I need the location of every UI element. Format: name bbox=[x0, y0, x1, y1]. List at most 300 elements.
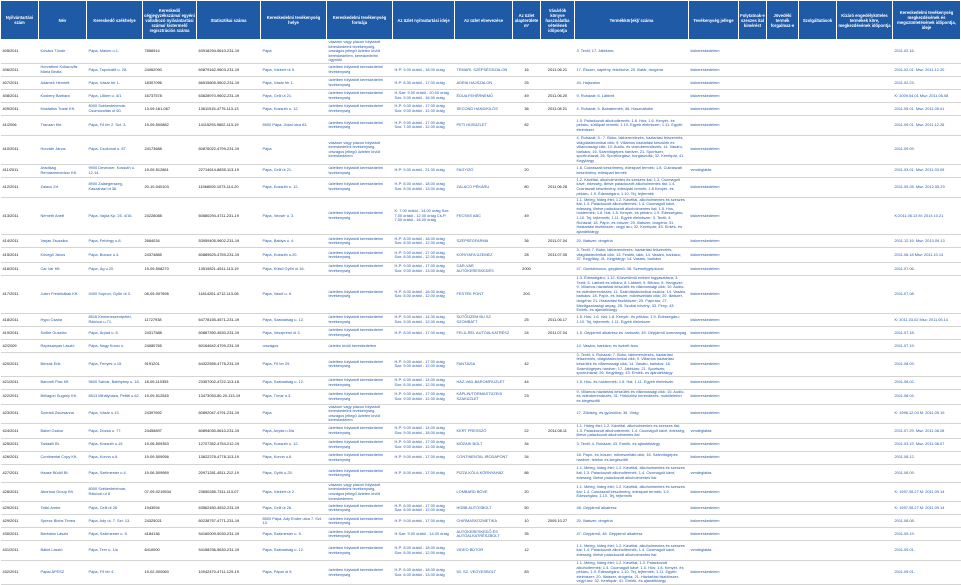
table-cell[interactable] bbox=[767, 423, 799, 438]
table-cell[interactable] bbox=[739, 464, 767, 482]
table-cell[interactable]: 54160009-5030-231-19 bbox=[197, 528, 261, 541]
column-header[interactable]: Kereskedelmi tevékenység formája bbox=[327, 1, 393, 40]
table-cell[interactable]: 2011.09.01. bbox=[893, 541, 961, 561]
table-cell[interactable]: 421/2011 bbox=[1, 376, 39, 389]
table-cell[interactable]: H-P: 6.00 órától - 18.00 óráig Szo: 6.00 órától - 13.00 óráig bbox=[393, 561, 455, 585]
table-cell[interactable] bbox=[837, 326, 893, 339]
table-cell[interactable] bbox=[837, 235, 893, 248]
table-cell[interactable]: Pápa, Ág u.20. bbox=[87, 263, 143, 276]
table-row[interactable] bbox=[1, 376, 961, 389]
table-cell[interactable]: 24080765 bbox=[143, 339, 197, 352]
table-cell[interactable]: Pápa, Győri u.25. bbox=[261, 464, 327, 482]
table-cell[interactable]: 4184136 bbox=[143, 528, 197, 541]
table-cell[interactable]: 431/2011 bbox=[1, 541, 39, 561]
table-cell[interactable]: 63562450-4532-231-19 bbox=[197, 502, 261, 515]
table-cell[interactable]: Pápa, Celli út 26. bbox=[261, 502, 327, 515]
table-cell[interactable]: 1.1. Meleg, hideg étel; 1.2. Kávéital; 1.3. Palackozott alkoholtermék; 1.4. Csomagolt kávé; 1.5. Hús; 1.8. Kenyér- és pékáru; 1.9. Édességáru; 1.10. Tej, tejtermék; 1.11. Egyéb élelmiszer; 20. Illatszer, drogéria; 21. Háztartási tisztítószer, vegyi áru; 32. Kerékpár; 41. Emlék- és ajándéktárgy bbox=[575, 561, 689, 585]
table-cell[interactable]: Pápa, Dózsa u. 77. bbox=[87, 423, 143, 438]
table-cell[interactable]: 2011.08.09. bbox=[893, 352, 961, 376]
table-cell[interactable] bbox=[739, 541, 767, 561]
table-cell[interactable]: 14115293-9602-113-19 bbox=[197, 115, 261, 135]
table-cell[interactable] bbox=[837, 135, 893, 164]
table-cell[interactable] bbox=[739, 438, 767, 451]
table-cell[interactable]: Pápa, Kossuth u. 12. bbox=[261, 177, 327, 197]
table-row[interactable] bbox=[1, 438, 961, 451]
table-cell[interactable]: kiskereskedelem bbox=[689, 177, 739, 197]
table-cell[interactable]: 64778155-4571-231-19 bbox=[197, 313, 261, 326]
table-cell[interactable] bbox=[767, 115, 799, 135]
table-cell[interactable]: Szőke Gusztáv bbox=[39, 326, 87, 339]
table-row[interactable] bbox=[1, 389, 961, 404]
table-cell[interactable]: K: 7.00 órától - 14.00 óráig Sze: 7.00 órától - 12.00 óráig Cs-P: 7.00 órától - 16.00 óráig bbox=[393, 197, 455, 235]
table-cell[interactable]: LOMBARD BÖVE bbox=[455, 482, 513, 501]
table-cell[interactable]: Tekki Ambe bbox=[39, 502, 87, 515]
table-cell[interactable]: 2011.07.29. Msz: 2011.08.28 bbox=[893, 423, 961, 438]
table-cell[interactable]: Adamek Henriett bbox=[39, 76, 87, 89]
table-cell[interactable]: üzletben folytatott kereskedelmi tevékenység bbox=[327, 515, 393, 528]
table-cell[interactable]: 24317588 bbox=[143, 326, 197, 339]
table-cell[interactable]: 18307096 bbox=[143, 76, 197, 89]
table-cell[interactable]: 22714614-8835-113-19 bbox=[197, 164, 261, 177]
table-cell[interactable]: 414/2011 bbox=[1, 235, 39, 248]
table-cell[interactable]: 20 bbox=[513, 482, 541, 501]
table-cell[interactable]: 408/2011 bbox=[1, 89, 39, 102]
table-cell[interactable]: 3. Textil; 17. Játékáru; bbox=[575, 40, 689, 64]
table-cell[interactable]: 2011.07.08. bbox=[893, 276, 961, 314]
table-cell[interactable]: 2011.09.19. bbox=[893, 528, 961, 541]
table-cell[interactable]: Pápa, Árpád u. 6. bbox=[87, 326, 143, 339]
table-cell[interactable]: 24228088 bbox=[143, 197, 197, 235]
table-cell[interactable] bbox=[799, 339, 837, 352]
table-row[interactable] bbox=[1, 40, 961, 64]
table-row[interactable] bbox=[1, 482, 961, 501]
table-cell[interactable] bbox=[541, 451, 575, 464]
table-cell[interactable] bbox=[767, 326, 799, 339]
table-cell[interactable] bbox=[739, 482, 767, 501]
table-cell[interactable] bbox=[513, 404, 541, 423]
table-cell[interactable]: 2011.07.19. bbox=[893, 339, 961, 352]
table-cell[interactable]: 425/2011 bbox=[1, 438, 39, 451]
table-cell[interactable] bbox=[799, 235, 837, 248]
table-cell[interactable]: 2011.08.12. bbox=[893, 451, 961, 464]
table-cell[interactable]: kiskereskedelem bbox=[689, 135, 739, 164]
table-cell[interactable]: 419/2011 bbox=[1, 326, 39, 339]
table-cell[interactable]: Pápa, Vecsér u. 3. bbox=[261, 197, 327, 235]
table-cell[interactable]: kiskereskedelem bbox=[689, 515, 739, 528]
table-cell[interactable]: 409/2011 bbox=[1, 102, 39, 115]
table-cell[interactable]: Pápa, Nagy Kuruc u. bbox=[87, 339, 143, 352]
table-cell[interactable] bbox=[767, 482, 799, 501]
table-cell[interactable]: 10 bbox=[513, 515, 541, 528]
table-cell[interactable]: 420/2011 bbox=[1, 352, 39, 376]
table-cell[interactable] bbox=[799, 326, 837, 339]
table-cell[interactable]: kiskereskedelem bbox=[689, 76, 739, 89]
table-cell[interactable] bbox=[739, 263, 767, 276]
table-cell[interactable]: 2011.07.18. bbox=[893, 326, 961, 339]
table-cell[interactable]: 18-09-110353 bbox=[143, 376, 197, 389]
table-cell[interactable]: H-P: 9.00 órától - 17.00 óráig Szo: 9.00 órától - 12.00 óráig bbox=[393, 389, 455, 404]
table-row[interactable] bbox=[1, 76, 961, 89]
table-cell[interactable]: 2011.06.21 bbox=[541, 63, 575, 76]
table-cell[interactable]: üzletben folytatott kereskedelmi tevékenység bbox=[327, 164, 393, 177]
table-cell[interactable]: 64322555-4776-231-19 bbox=[197, 352, 261, 376]
table-cell[interactable]: 2011.09.01. bbox=[893, 561, 961, 585]
table-cell[interactable] bbox=[799, 102, 837, 115]
table-row[interactable] bbox=[1, 339, 961, 352]
table-cell[interactable]: vásáron vagy piacon folytatott kereskedelmi tevékenység, országos jellegű üzleten kívüli kereskedelem bbox=[327, 135, 393, 164]
table-cell[interactable]: Pápa, Malom u.1. bbox=[87, 40, 143, 64]
table-cell[interactable] bbox=[739, 404, 767, 423]
table-cell[interactable] bbox=[799, 438, 837, 451]
table-row[interactable] bbox=[1, 515, 961, 528]
table-cell[interactable] bbox=[837, 515, 893, 528]
table-cell[interactable]: 36 bbox=[513, 235, 541, 248]
table-cell[interactable]: 34 bbox=[513, 438, 541, 451]
table-cell[interactable]: 8500 Pápa, Ady Endre utca 7. Szt. 13. bbox=[261, 515, 327, 528]
table-row[interactable] bbox=[1, 423, 961, 438]
table-cell[interactable]: 9191201 bbox=[143, 352, 197, 376]
table-cell[interactable]: SECOND HAND/KILÓS bbox=[455, 102, 513, 115]
table-cell[interactable]: H-P: 9.00 órától - 17.00 óráig Szo: 9.00 órától - 12.00 óráig bbox=[393, 102, 455, 115]
table-cell[interactable] bbox=[837, 76, 893, 89]
table-cell[interactable]: 47. Gépjármű; 48. Gépjármű alkatrész bbox=[575, 528, 689, 541]
table-cell[interactable]: 405/2011 bbox=[1, 40, 39, 64]
table-cell[interactable]: H-P: 9.00 órától - 17.00 óráig Szo: 8.00 órától - 12.00 óráig bbox=[393, 248, 455, 263]
table-cell[interactable] bbox=[739, 339, 767, 352]
table-cell[interactable] bbox=[767, 528, 799, 541]
table-cell[interactable] bbox=[739, 76, 767, 89]
table-cell[interactable]: üzletben folytatott kereskedelmi tevékenység bbox=[327, 326, 393, 339]
table-cell[interactable]: 1.5. Hús- és hústermék; 1.6. Hal; 1.11. Egyéb élelmiszer bbox=[575, 376, 689, 389]
table-cell[interactable]: 20 bbox=[513, 164, 541, 177]
table-cell[interactable]: Pápa, Szabadság u. 12. bbox=[261, 376, 327, 389]
table-cell[interactable] bbox=[393, 482, 455, 501]
table-cell[interactable] bbox=[799, 502, 837, 515]
table-cell[interactable] bbox=[541, 389, 575, 404]
column-header[interactable]: Az üzlet nyitvatartási ideje bbox=[393, 1, 455, 40]
table-cell[interactable]: üzletben folytatott kereskedelmi tevékenység bbox=[327, 263, 393, 276]
table-cell[interactable]: üzletben folytatott kereskedelmi tevékenység bbox=[327, 423, 393, 438]
table-row[interactable] bbox=[1, 89, 961, 102]
table-cell[interactable] bbox=[799, 464, 837, 482]
table-cell[interactable]: üzletben folytatott kereskedelmi tevékenység bbox=[327, 235, 393, 248]
table-cell[interactable]: vendéglátás bbox=[689, 423, 739, 438]
table-cell[interactable]: 20-10-040103 bbox=[143, 177, 197, 197]
table-cell[interactable]: 2011.03.01. Msz: 2011.03.09 bbox=[893, 164, 961, 177]
table-cell[interactable]: 1.1. Meleg, hideg étel; 1.2. Kávéital, alkoholmentes és szeszes ital; 1.3. Palackozott alkoholtermék; 1.4. Csomagolt kávé, édesség, illetve palackozott alkoholmentes ital bbox=[575, 464, 689, 482]
table-cell[interactable] bbox=[739, 197, 767, 235]
table-cell[interactable]: Aradiság Remasmenedzsr Kft. bbox=[39, 164, 87, 177]
table-cell[interactable]: 60887390-4530-231-19 bbox=[197, 326, 261, 339]
table-cell[interactable] bbox=[739, 276, 767, 314]
table-cell[interactable]: SZÉPSÉGFARMA bbox=[455, 235, 513, 248]
table-cell[interactable]: 60894030-5610-231-19 bbox=[197, 423, 261, 438]
table-cell[interactable] bbox=[799, 389, 837, 404]
table-cell[interactable]: ZALACO PÉKÁRU bbox=[455, 177, 513, 197]
table-cell[interactable]: 3. Textil; 7. Bútor, lakberendezés, háztartási felszerelés, világítástechnikai cikk; 13. Festék, lakk; 14. Vasáru, barkács; 37. Kegyltály, 41. Kegytárgy; 14. Vasáru, barkács bbox=[575, 248, 689, 263]
table-cell[interactable]: 50 bbox=[513, 502, 541, 515]
table-row[interactable] bbox=[1, 235, 961, 248]
table-cell[interactable]: üzletben folytatott kereskedelmi tevékenység bbox=[327, 528, 393, 541]
table-cell[interactable] bbox=[739, 561, 767, 585]
table-cell[interactable] bbox=[799, 263, 837, 276]
table-cell[interactable]: 19-09-512545 bbox=[143, 389, 197, 404]
table-cell[interactable] bbox=[393, 135, 455, 164]
table-cell[interactable]: Pápa, Fő tér 4. bbox=[87, 561, 143, 585]
table-cell[interactable]: 1.1. Meleg, hideg étel; 1.2. Kávéital, alkoholmentes és szeszes ital; 1.3. Palackozott alkoholtermék; 1.4. Csomagolt kávé, édesség, illetve palackozott alkoholmentes ital; 1.5. Hús, hústermék; 1.6. Hal; 1.8. Kenyér- és pékáru; 1.9. Édességáru; 1.10. Tej, tejtermék; 1.11. Egyéb élelmiszer; 3. Textil; 4. Ruházat; 18. Papír- és írószer; 20. Illatszer, drogéria; 31. Hastartási tisztítószer; vegyi áru; 32. Kerékpár; 43. Emlék- és ajándéktárgy bbox=[575, 197, 689, 235]
table-cell[interactable]: kiskereskedelem bbox=[689, 197, 739, 235]
table-cell[interactable]: Pápa, Várkert út 2. bbox=[261, 482, 327, 501]
table-cell[interactable]: 2011.06.17 bbox=[541, 313, 575, 326]
table-cell[interactable]: 12707352-4754-212-19 bbox=[197, 438, 261, 451]
table-cell[interactable]: 8516 Kemeneszentpéter, Rákóczi u.71. bbox=[87, 313, 143, 326]
table-cell[interactable]: 2011.02.23. bbox=[893, 76, 961, 89]
table-cell[interactable] bbox=[739, 502, 767, 515]
table-cell[interactable]: 9. Villamos háztartási készülék és villamossági cikk; 10. Audio- és videoberendezés; 31. Hírközlési berendezés, mobiltelefon és kiegészítői bbox=[575, 389, 689, 404]
table-cell[interactable]: 430/2011 bbox=[1, 528, 39, 541]
table-cell[interactable]: üzletben folytatott kereskedelmi tevékenység bbox=[327, 451, 393, 464]
table-cell[interactable]: Pápa, Várkert út 5. bbox=[261, 63, 327, 76]
table-cell[interactable]: H-Sze: 9.00 órától - 20.00 óráig Szo: 9.00 órától - 16.00 óráig bbox=[393, 89, 455, 102]
table-cell[interactable] bbox=[541, 438, 575, 451]
table-cell[interactable]: VIDEO BÚTOR bbox=[455, 541, 513, 561]
column-header[interactable]: Jövedéki termék forgalmaz-e bbox=[767, 1, 799, 40]
table-cell[interactable]: 19-09-500882 bbox=[143, 115, 197, 135]
table-cell[interactable]: 13473053-80-20-113-19 bbox=[197, 389, 261, 404]
table-cell[interactable]: Pápa, Pápai út 9. bbox=[261, 561, 327, 585]
table-cell[interactable] bbox=[541, 263, 575, 276]
table-cell[interactable] bbox=[541, 40, 575, 64]
table-cell[interactable]: FECSKE ABC bbox=[455, 197, 513, 235]
table-cell[interactable]: üzletben folytatott kereskedelmi tevékenység bbox=[327, 389, 393, 404]
table-cell[interactable] bbox=[739, 235, 767, 248]
table-cell[interactable] bbox=[541, 376, 575, 389]
table-cell[interactable]: 2011.07.04 bbox=[541, 326, 575, 339]
table-cell[interactable] bbox=[837, 376, 893, 389]
table-cell[interactable]: 2011.06.18 Msz: 2011.10.14 bbox=[893, 248, 961, 263]
table-cell[interactable]: vásáron vagy piacon folytatott kereskedelmi tevékenység, országos jellegű üzleten kívüli kereskedelem bbox=[327, 404, 393, 423]
table-cell[interactable]: Car Var Kft. bbox=[39, 263, 87, 276]
table-cell[interactable]: 63628970-9602-231-19 bbox=[197, 89, 261, 102]
table-cell[interactable] bbox=[837, 63, 893, 76]
table-cell[interactable]: 1.1. Hideg étel; 1.2. Kávéital, alkoholmentes és szeszes ital; 1.3. Palackozott alkoholtermék; 1.4. Csomagolt kávé, édesség, illetve palackozott alkoholmentes ital bbox=[575, 423, 689, 438]
table-cell[interactable] bbox=[541, 352, 575, 376]
table-cell[interactable]: 53959405-9602-231-19 bbox=[197, 235, 261, 248]
table-row[interactable] bbox=[1, 248, 961, 263]
table-cell[interactable]: HÁZ-VAD-BAROMFIÜZLET bbox=[455, 376, 513, 389]
table-cell[interactable] bbox=[541, 115, 575, 135]
table-row[interactable] bbox=[1, 164, 961, 177]
table-cell[interactable] bbox=[799, 164, 837, 177]
table-cell[interactable]: 9. Ruházat; 6. Lábbeli bbox=[575, 89, 689, 102]
table-cell[interactable]: 48. Gépjármű alkatrész bbox=[575, 502, 689, 515]
table-cell[interactable]: üzletben folytatott kereskedelmi tevékenység bbox=[327, 177, 393, 197]
table-cell[interactable]: kiskereskedelem bbox=[689, 376, 739, 389]
table-cell[interactable]: H-P: 8.00 órától - 17.00 óráig Szo: 8.00 órától - 12.00 óráig bbox=[393, 502, 455, 515]
table-cell[interactable]: Abortuia Group Kft. bbox=[39, 482, 87, 501]
table-cell[interactable]: 24325021 bbox=[143, 515, 197, 528]
table-cell[interactable]: 22 bbox=[513, 423, 541, 438]
table-cell[interactable]: Kosbery Barbara bbox=[39, 89, 87, 102]
table-cell[interactable]: 413/2011 bbox=[1, 197, 39, 235]
table-cell[interactable]: 19-06-509353 bbox=[143, 438, 197, 451]
table-cell[interactable]: kiskereskedelem bbox=[689, 313, 739, 326]
table-cell[interactable]: 1.5. Hús; 1.6. Hal; 1.8. Kenyér- és pékáru; 1.9. Édességáru; 1.10. Tej, tejtermék; 1.11. Egyéb élelmiszer bbox=[575, 313, 689, 326]
table-cell[interactable]: 24062090 bbox=[143, 63, 197, 76]
table-cell[interactable]: HÖBB AUTÓSBOLT bbox=[455, 502, 513, 515]
table-cell[interactable]: Pápa, Kossuth u.20. bbox=[261, 248, 327, 263]
column-header[interactable]: Az üzlet alapterülete m² bbox=[513, 1, 541, 40]
table-cell[interactable] bbox=[799, 76, 837, 89]
table-cell[interactable]: 17. Zöldség- és gyümölcs; 36. Virág bbox=[575, 404, 689, 423]
table-cell[interactable]: 432/2011 bbox=[1, 561, 39, 585]
table-cell[interactable] bbox=[837, 389, 893, 404]
table-cell[interactable]: üzleten kívüli kereskedelem bbox=[327, 339, 393, 352]
table-cell[interactable]: kiskereskedelem bbox=[689, 451, 739, 464]
table-cell[interactable]: Mustatiss Trade Kft. bbox=[39, 102, 87, 115]
table-cell[interactable]: 20. Illatszer, drogéria bbox=[575, 235, 689, 248]
table-cell[interactable]: Pápa, Celli út 21. bbox=[261, 164, 327, 177]
table-cell[interactable] bbox=[739, 63, 767, 76]
table-row[interactable] bbox=[1, 404, 961, 423]
table-cell[interactable]: FESTÉK PONT bbox=[455, 276, 513, 314]
table-cell[interactable]: kiskereskedelem bbox=[689, 263, 739, 276]
table-row[interactable] bbox=[1, 326, 961, 339]
table-cell[interactable] bbox=[739, 177, 767, 197]
table-cell[interactable]: 429/2011 bbox=[1, 502, 39, 515]
table-cell[interactable] bbox=[837, 115, 893, 135]
table-cell[interactable]: Pápa, Korvin u.6. bbox=[261, 451, 327, 464]
table-cell[interactable]: 23357002-4722-113-18 bbox=[197, 376, 261, 389]
table-cell[interactable]: H-P: 8.00 órától - 17.00 óráig bbox=[393, 326, 455, 339]
table-cell[interactable]: kiskereskedelem bbox=[689, 276, 739, 314]
table-cell[interactable]: 19-02-000060 bbox=[143, 561, 197, 585]
table-cell[interactable] bbox=[799, 541, 837, 561]
table-cell[interactable] bbox=[837, 352, 893, 376]
table-cell[interactable] bbox=[541, 76, 575, 89]
table-cell[interactable]: 410/2011 bbox=[1, 135, 39, 164]
table-cell[interactable]: üzletben folytatott kereskedelmi tevékenység bbox=[327, 63, 393, 76]
table-cell[interactable]: vendéglátás bbox=[689, 164, 739, 177]
table-cell[interactable]: 1.2. Kávéital, alkoholmentes és szeszes ital; 1.3. Csomagolt kávé, édesség, illetve palackozott alkoholmentes ital; 1.4. Cukrászati készítmény, édesipari termék; 1.8 Kenyér- és pékáru, 1.9. Édességáru; 1.10. Tej, tejtermék bbox=[575, 177, 689, 197]
table-cell[interactable] bbox=[799, 352, 837, 376]
table-cell[interactable] bbox=[767, 177, 799, 197]
table-cell[interactable]: 2011.07.04 bbox=[541, 235, 575, 248]
table-cell[interactable]: Pápa, Kossuth u. 12. bbox=[261, 438, 327, 451]
table-cell[interactable]: Pápa, Kossuth u. 12. bbox=[261, 102, 327, 115]
column-header[interactable]: Tevékenység jellege bbox=[689, 1, 739, 40]
table-cell[interactable]: ÉDUA FEHÉRNEMŰ bbox=[455, 89, 513, 102]
table-cell[interactable] bbox=[767, 164, 799, 177]
table-cell[interactable]: PIZZA KÓLA KÖRNYAHÁZ bbox=[455, 464, 513, 482]
table-cell[interactable]: K: 2009.04.01 Msz: 2011.06.08 bbox=[893, 89, 961, 102]
table-cell[interactable]: Hypo Csaba bbox=[39, 313, 87, 326]
table-cell[interactable]: 1.1. Meleg, hideg étel; 1.2. Kávéital, alkoholmentes és szeszes ital; 1.4. Cukrászati készítmény, édesipari termék; 1.9. Édességáru; 1.10. Tej, tejtermék bbox=[575, 482, 689, 501]
table-cell[interactable] bbox=[455, 339, 513, 352]
table-cell[interactable]: kiskereskedelem bbox=[689, 404, 739, 423]
table-cell[interactable]: 2011.06.28 bbox=[541, 177, 575, 197]
table-cell[interactable]: vendéglátás bbox=[689, 464, 739, 482]
table-cell[interactable] bbox=[541, 339, 575, 352]
table-cell[interactable] bbox=[541, 528, 575, 541]
table-cell[interactable]: 411/2011 bbox=[1, 164, 39, 177]
table-cell[interactable]: kiskereskedelem bbox=[689, 235, 739, 248]
table-cell[interactable] bbox=[739, 115, 767, 135]
table-cell[interactable] bbox=[767, 263, 799, 276]
table-cell[interactable] bbox=[837, 263, 893, 276]
table-cell[interactable]: 2011.09.09. bbox=[893, 135, 961, 164]
table-cell[interactable]: 416/2011 bbox=[1, 263, 39, 276]
table-cell[interactable]: 44. Hajszalon bbox=[575, 76, 689, 89]
table-cell[interactable]: Pápa, Terv u. 1/a bbox=[87, 541, 143, 561]
table-cell[interactable]: kiskereskedelem bbox=[689, 482, 739, 501]
column-header[interactable]: Kereskedő székhelye bbox=[87, 1, 143, 40]
table-cell[interactable]: Pápa, Vásár tér 1. bbox=[87, 76, 143, 89]
table-cell[interactable] bbox=[767, 352, 799, 376]
table-cell[interactable]: Pápa, Veszprémi út 3. bbox=[261, 326, 327, 339]
table-cell[interactable]: kiskereskedelem bbox=[689, 115, 739, 135]
table-cell[interactable]: Bálint László bbox=[39, 541, 87, 561]
table-cell[interactable]: 11814261-4712-113-08 bbox=[197, 276, 261, 314]
table-row[interactable] bbox=[1, 502, 961, 515]
table-cell[interactable]: H-P: 8.00 órától - 18.00 óráig Szo: 8.00 órától - 12.00 óráig bbox=[393, 541, 455, 561]
table-cell[interactable] bbox=[541, 561, 575, 585]
table-cell[interactable]: Pápa, Csokonai u. 87. bbox=[87, 135, 143, 164]
table-cell[interactable]: 24 bbox=[513, 326, 541, 339]
table-row[interactable] bbox=[1, 541, 961, 561]
table-cell[interactable]: 2011.03.19. Msz: 2011.08.07 bbox=[893, 438, 961, 451]
table-cell[interactable]: 20971281-4511-212-19 bbox=[197, 464, 261, 482]
table-cell[interactable]: 412/2011 bbox=[1, 177, 39, 197]
table-cell[interactable] bbox=[541, 464, 575, 482]
table-cell[interactable] bbox=[799, 376, 837, 389]
table-cell[interactable] bbox=[837, 197, 893, 235]
table-cell[interactable]: 16737578 bbox=[143, 89, 197, 102]
table-cell[interactable] bbox=[767, 135, 799, 164]
table-cell[interactable]: Rapesanyas László bbox=[39, 339, 87, 352]
table-cell[interactable] bbox=[799, 515, 837, 528]
table-cell[interactable]: 9900 Devecser, Kossuth u. 12-14. bbox=[87, 164, 143, 177]
table-cell[interactable]: 19-06-509989 bbox=[143, 464, 197, 482]
table-cell[interactable] bbox=[739, 352, 767, 376]
table-cell[interactable]: 2011.07.05 bbox=[541, 248, 575, 263]
table-cell[interactable]: üzletben folytatott kereskedelmi tevékenység bbox=[327, 561, 393, 585]
table-cell[interactable] bbox=[541, 541, 575, 561]
table-cell[interactable]: Continental Copy Kft. bbox=[39, 451, 87, 464]
table-cell[interactable]: 8513 Mihályháza, Petőfi u.62. bbox=[87, 389, 143, 404]
table-cell[interactable]: 18. Papír- és írószer, művészellátó cikk; 16. Számítógépes hardver, telefon és kiegészítői bbox=[575, 451, 689, 464]
column-header[interactable]: Statisztikai száma bbox=[197, 1, 261, 40]
table-cell[interactable]: Haase Büdöl Bt. bbox=[39, 464, 87, 482]
table-cell[interactable] bbox=[767, 464, 799, 482]
table-cell[interactable]: 34 bbox=[513, 451, 541, 464]
table-cell[interactable] bbox=[767, 561, 799, 585]
table-cell[interactable]: üzletben folytatott kereskedelmi tevékenység bbox=[327, 541, 393, 561]
table-cell[interactable]: Pápa, Külső Győri út 16. bbox=[261, 263, 327, 276]
table-cell[interactable] bbox=[767, 451, 799, 464]
table-cell[interactable]: 13-09-161-067 bbox=[143, 102, 197, 115]
table-cell[interactable]: 60880294-4711-231-19 bbox=[197, 197, 261, 235]
table-cell[interactable] bbox=[767, 515, 799, 528]
table-cell[interactable] bbox=[739, 376, 767, 389]
table-cell[interactable]: kiskereskedelem bbox=[689, 502, 739, 515]
table-cell[interactable]: vásáron vagy piacon folytatott kereskedelmi tevékenység, országos jellegű üzleten kívüli kereskedelem, kereskedelmi ügynöki bbox=[327, 40, 393, 64]
table-cell[interactable]: Szórádi Zsuzsanna bbox=[39, 404, 87, 423]
table-cell[interactable] bbox=[739, 248, 767, 263]
table-cell[interactable]: 42/2009 bbox=[1, 339, 39, 352]
table-cell[interactable]: üzletben folytatott kereskedelmi tevékenység bbox=[327, 352, 393, 376]
table-cell[interactable]: Kovács Tünde bbox=[39, 40, 87, 64]
